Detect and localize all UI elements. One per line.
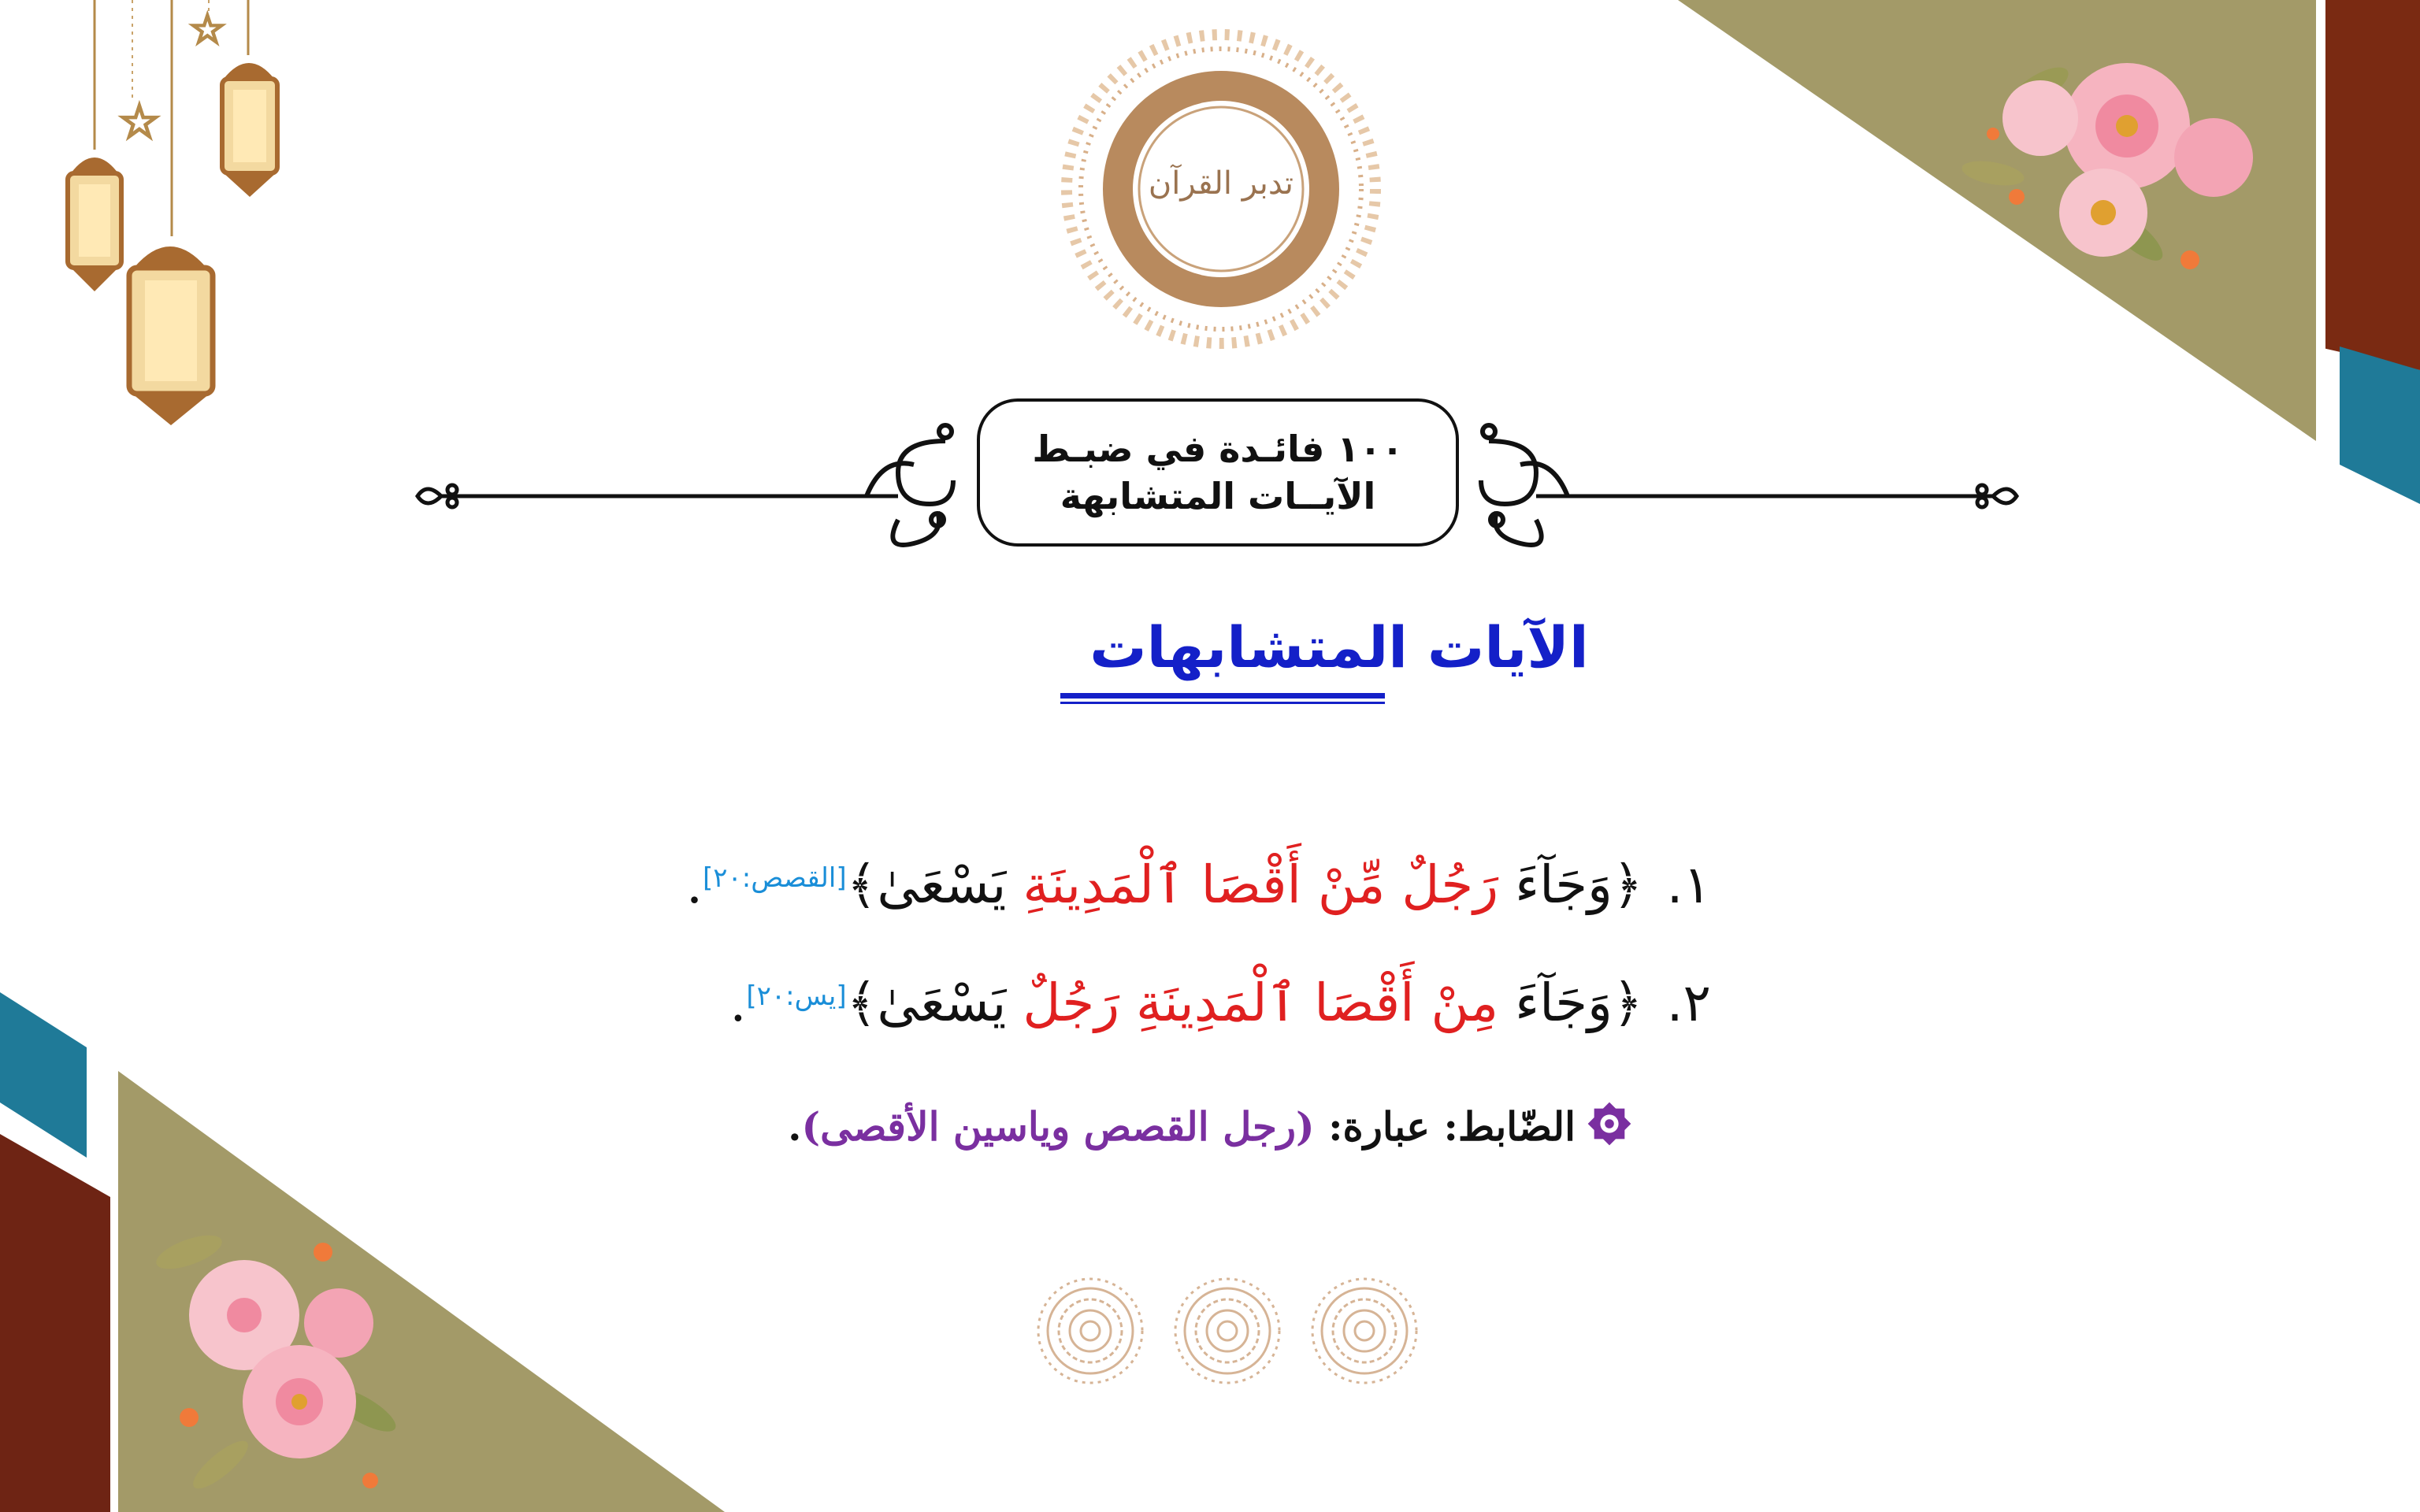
svg-text:☆: ☆	[189, 6, 226, 54]
ayah-close-bracket: ﴾	[846, 854, 878, 915]
logo-calligraphy-text: تدبر القرآن	[1148, 165, 1294, 202]
ayah-number: ٢.	[1666, 973, 1711, 1033]
ayah-highlight: مِنْ أَقْصَا ٱلْمَدِينَةِ رَجُلٌ	[1023, 973, 1499, 1033]
ayah-open-bracket: ﴿	[1612, 973, 1643, 1033]
title-line-2: الآيــات المتشابهة	[1060, 475, 1376, 517]
ayah-reference: [القصص:٢٠]	[702, 862, 847, 894]
rule-label: الضّابط: عبارة:	[1328, 1103, 1576, 1150]
rule-phrase: (رجل القصص وياسين الأقصى)	[801, 1103, 1315, 1150]
ayah-number: ١.	[1666, 854, 1711, 915]
ayah-word: يَسْعَىٰ	[877, 973, 1007, 1033]
title-line-1: ١٠٠ فائـدة في ضبـط	[1032, 428, 1404, 470]
mandala-icon	[1038, 1279, 1142, 1383]
mandala-icon	[1312, 1279, 1416, 1383]
mandala-icon	[1175, 1279, 1279, 1383]
ayah-end: .	[685, 854, 703, 915]
ayah-reference: [يس:٢٠]	[746, 980, 847, 1012]
ayah-highlight: رَجُلٌ مِّنْ أَقْصَا ٱلْمَدِينَةِ	[1023, 854, 1499, 915]
ayah-word: وَجَآءَ	[1515, 973, 1613, 1033]
section-heading: الآيات المتشابهات	[1089, 614, 1589, 680]
ayah-close-bracket: ﴾	[846, 973, 878, 1033]
ayah-end: .	[729, 973, 747, 1033]
ayah-open-bracket: ﴿	[1612, 854, 1643, 915]
ayah-word: وَجَآءَ	[1515, 854, 1613, 915]
svg-text:☆: ☆	[118, 94, 161, 150]
ayah-word: يَسْعَىٰ	[877, 854, 1007, 915]
rule-end: .	[788, 1103, 802, 1150]
